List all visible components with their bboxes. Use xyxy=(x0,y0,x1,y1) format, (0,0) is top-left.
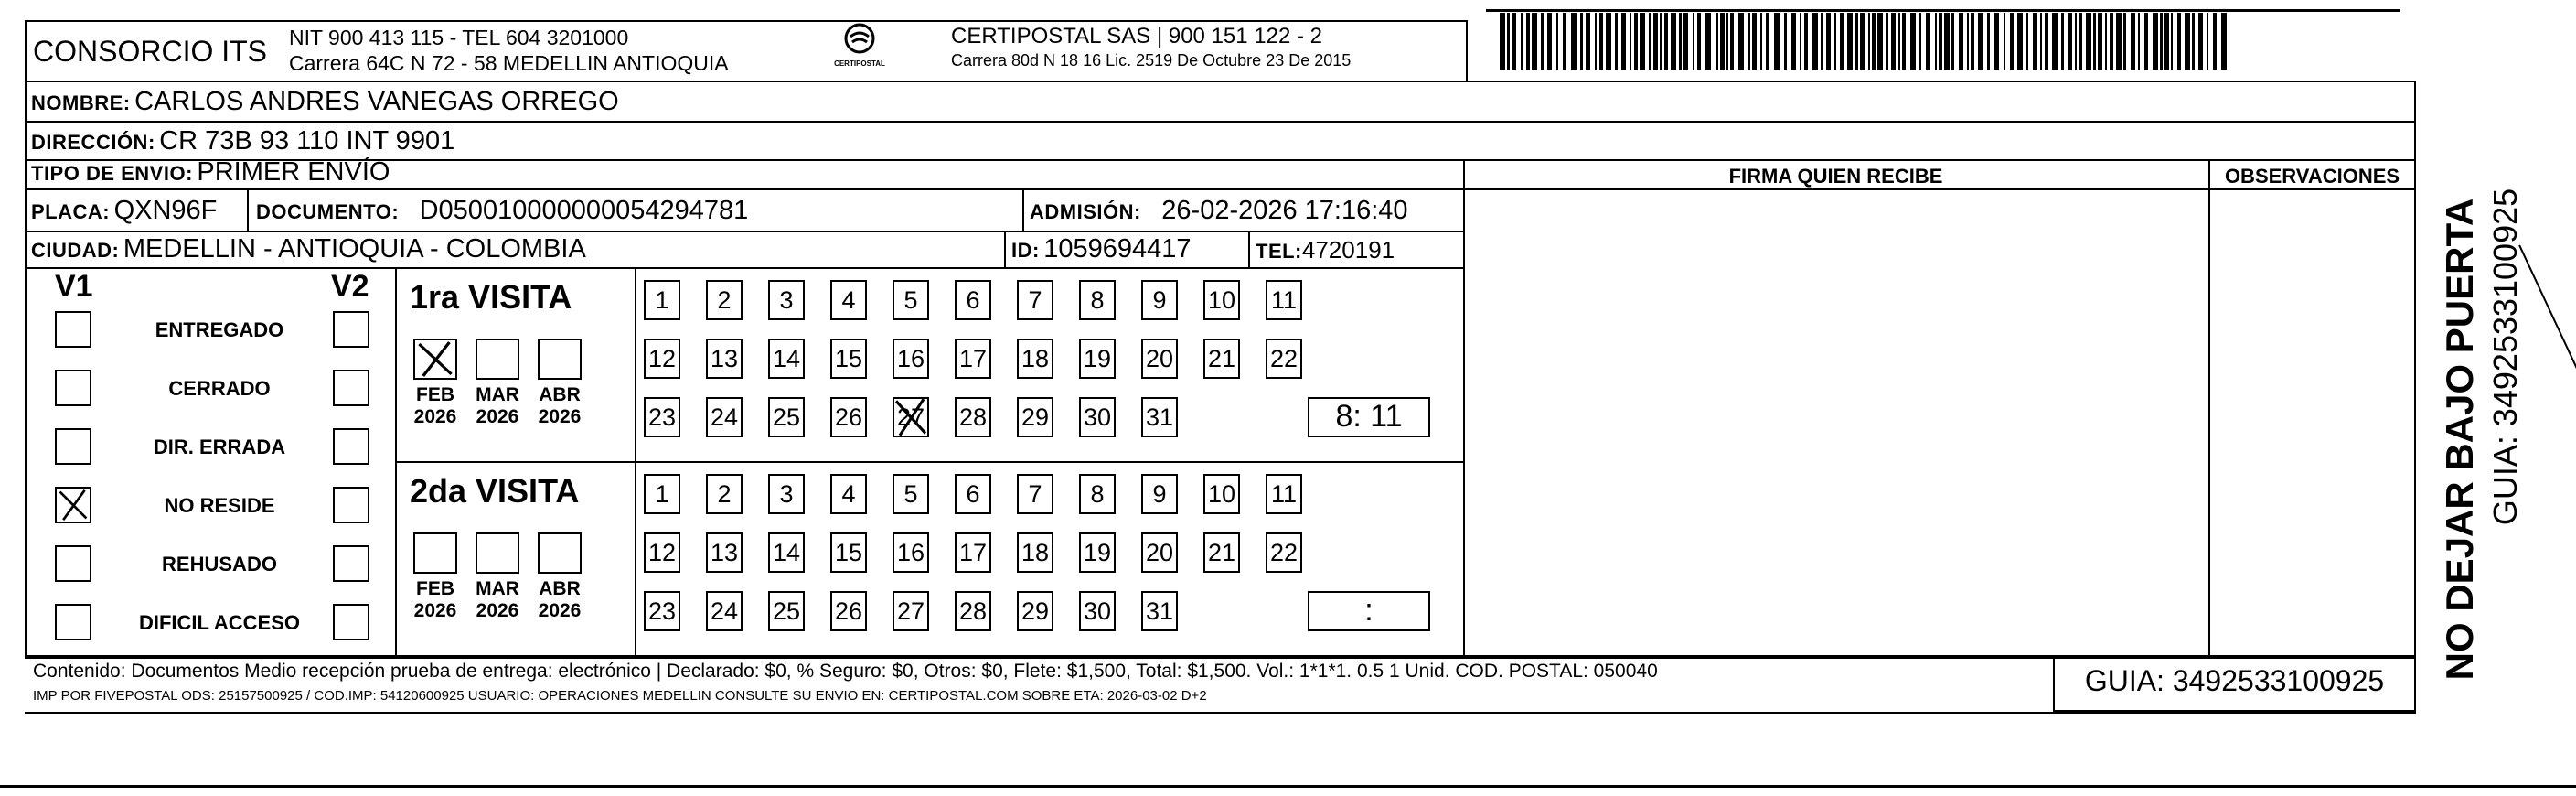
status-v2-checkbox[interactable] xyxy=(333,311,369,348)
barcode-bar xyxy=(1526,13,1530,70)
barcode xyxy=(1500,13,2231,70)
status-v2-checkbox[interactable] xyxy=(333,604,369,640)
month-year: 2026 xyxy=(476,600,519,621)
direccion-label: DIRECCIÓN: xyxy=(31,131,155,154)
status-v2-checkbox[interactable] xyxy=(333,545,369,582)
barcode-bar xyxy=(1834,13,1836,70)
barcode-bar xyxy=(2093,13,2096,70)
barcode-bar xyxy=(1649,13,1651,70)
month-label xyxy=(465,578,529,622)
admision-divider xyxy=(1022,190,1024,232)
barcode-bar xyxy=(1800,13,1801,70)
barcode-bar xyxy=(1877,13,1883,70)
nombre-label: NOMBRE: xyxy=(31,91,131,114)
day-box[interactable]: 23 xyxy=(644,397,680,437)
barcode-bar xyxy=(2079,13,2082,70)
visit-divider-h xyxy=(397,461,1465,463)
id-value: 1059694417 xyxy=(1043,234,1192,264)
barcode-bar xyxy=(1967,13,1969,70)
day-box[interactable]: 17 xyxy=(955,339,991,379)
barcode-bar xyxy=(1599,13,1603,70)
barcode-bar xyxy=(1671,13,1676,70)
barcode-bar xyxy=(1760,13,1762,70)
observaciones-left-border xyxy=(2208,161,2210,659)
barcode-bar xyxy=(1547,13,1552,70)
day-box[interactable]: 7 xyxy=(1017,280,1053,320)
barcode-bar xyxy=(1898,13,1900,70)
visit-title: 2da VISITA xyxy=(410,472,580,510)
tel-field xyxy=(1256,236,1395,264)
day-box[interactable]: 24 xyxy=(706,397,743,437)
day-box[interactable]: 30 xyxy=(1079,397,1116,437)
barcode-bar xyxy=(1752,13,1757,70)
side-guia: GUIA: 3492533100925 xyxy=(2486,188,2524,526)
visit-time-box[interactable]: 8: 11 xyxy=(1308,397,1430,437)
barcode-bar xyxy=(1774,13,1780,70)
day-box[interactable]: 24 xyxy=(706,591,743,631)
month-checkbox[interactable] xyxy=(413,339,457,380)
barcode-bar xyxy=(1705,13,1711,70)
day-box[interactable]: 31 xyxy=(1141,397,1178,437)
barcode-bar xyxy=(1640,13,1645,70)
placa-field xyxy=(31,196,217,226)
barcode-bar xyxy=(1726,13,1728,70)
month-year: 2026 xyxy=(413,600,457,621)
day-box[interactable]: 25 xyxy=(768,591,805,631)
barcode-bar xyxy=(1978,13,1983,70)
day-box[interactable]: 18 xyxy=(1017,532,1053,573)
barcode-bar xyxy=(2213,13,2217,70)
v2-header: V2 xyxy=(331,269,369,304)
day-box[interactable]: 29 xyxy=(1017,397,1053,437)
barcode-bar xyxy=(1716,13,1718,70)
status-v2-checkbox[interactable] xyxy=(333,370,369,406)
day-mark xyxy=(893,397,929,437)
month-label xyxy=(403,384,467,428)
status-v2-checkbox[interactable] xyxy=(333,428,369,465)
tel-value: 4720191 xyxy=(1301,236,1395,264)
barcode-bar xyxy=(2198,13,2203,70)
logo-text: CERTIPOSTAL xyxy=(834,59,885,68)
month-checkbox[interactable] xyxy=(538,532,582,574)
day-box[interactable]: 17 xyxy=(955,532,991,573)
month-year: 2026 xyxy=(476,406,519,427)
day-box[interactable]: 20 xyxy=(1141,532,1178,573)
barcode-bar xyxy=(1994,13,1999,70)
side-warning: NO DEJAR BAJO PUERTA xyxy=(2438,198,2481,681)
status-v1-checkbox[interactable] xyxy=(55,311,91,348)
day-box[interactable]: 21 xyxy=(1203,532,1240,573)
barcode-bar xyxy=(2221,13,2227,70)
cert-address: Carrera 80d N 18 16 Lic. 2519 De Octubre 23 De 2015 xyxy=(951,51,1352,70)
barcode-bar xyxy=(1935,13,1937,70)
barcode-bar xyxy=(2105,13,2107,70)
nombre-value: CARLOS ANDRES VANEGAS ORREGO xyxy=(134,87,619,116)
month-checkbox[interactable] xyxy=(538,339,582,380)
barcode-bar xyxy=(2153,13,2158,70)
ciudad-field xyxy=(31,234,586,264)
barcode-bar xyxy=(1556,13,1558,70)
day-box[interactable]: 25 xyxy=(768,397,805,437)
tipo-label: TIPO DE ENVIO: xyxy=(31,162,193,185)
barcode-bar xyxy=(2061,13,2064,70)
barcode-bar xyxy=(1886,13,1888,70)
barcode-bar xyxy=(1738,13,1744,70)
check-mark-icon xyxy=(893,397,929,437)
certipostal-logo xyxy=(818,22,901,75)
barcode-bar xyxy=(1891,13,1896,70)
barcode-bar xyxy=(1847,13,1853,70)
barcode-bar xyxy=(1630,13,1631,70)
barcode-bar xyxy=(2075,13,2077,70)
day-box[interactable]: 11 xyxy=(1266,280,1302,320)
barcode-bar xyxy=(2086,13,2091,70)
barcode-bar xyxy=(2004,13,2005,70)
tel-label: TEL: xyxy=(1256,240,1302,263)
cert-name: CERTIPOSTAL SAS | 900 151 122 - 2 xyxy=(951,24,1322,48)
day-box[interactable]: 4 xyxy=(830,474,867,514)
id-label: ID: xyxy=(1011,239,1040,262)
day-box[interactable]: 27 xyxy=(893,591,929,631)
month-label xyxy=(528,578,592,622)
month-year: 2026 xyxy=(538,406,582,427)
visit-time-box[interactable]: : xyxy=(1308,591,1430,631)
barcode-bar xyxy=(1580,13,1583,70)
day-box[interactable]: 20 xyxy=(1141,339,1178,379)
tel-divider xyxy=(1248,232,1250,269)
barcode-bar xyxy=(1791,13,1796,70)
logo-emblem-icon xyxy=(841,22,878,55)
barcode-bar xyxy=(1730,13,1734,70)
day-box[interactable]: 16 xyxy=(893,339,929,379)
footer-frame-bottom xyxy=(25,712,2416,714)
barcode-bar xyxy=(1919,13,1921,70)
day-box[interactable]: 31 xyxy=(1141,591,1178,631)
side-edge-line xyxy=(2518,245,2576,387)
firma-signature-area[interactable] xyxy=(1466,192,2207,657)
barcode-bar xyxy=(2110,13,2113,70)
tipo-value: PRIMER ENVÍO xyxy=(197,157,390,187)
day-box[interactable]: 3 xyxy=(768,280,805,320)
barcode-bar xyxy=(1971,13,1974,70)
footer-guia: GUIA: 3492533100925 xyxy=(2084,664,2385,697)
barcode-bar xyxy=(1660,13,1662,70)
visit-title: 1ra VISITA xyxy=(410,278,572,316)
day-box[interactable]: 28 xyxy=(955,397,991,437)
company-nit: NIT 900 413 115 - TEL 604 3201000 xyxy=(289,26,629,49)
day-box[interactable]: 6 xyxy=(955,280,991,320)
barcode-bar xyxy=(2164,13,2169,70)
admision-value: 26-02-2026 17:16:40 xyxy=(1161,196,1408,225)
month-year: 2026 xyxy=(413,406,457,427)
barcode-bar xyxy=(1507,13,1510,70)
day-box[interactable]: 8 xyxy=(1079,474,1116,514)
barcode-bar xyxy=(1821,13,1823,70)
month-name: FEB xyxy=(416,384,454,405)
v1-header: V1 xyxy=(55,269,93,304)
top-rule xyxy=(1486,9,2400,12)
day-box[interactable]: 10 xyxy=(1203,280,1240,320)
barcode-bar xyxy=(2052,13,2058,70)
month-label xyxy=(465,384,529,428)
barcode-bar xyxy=(2171,13,2173,70)
barcode-bar xyxy=(2026,13,2028,70)
placa-value: QXN96F xyxy=(113,196,218,225)
status-option-label: ENTREGADO xyxy=(155,318,284,341)
barcode-bar xyxy=(1679,13,1682,70)
day-box[interactable]: 28 xyxy=(955,591,991,631)
day-box[interactable]: 9 xyxy=(1141,280,1178,320)
day-box[interactable]: 1 xyxy=(644,474,680,514)
day-box[interactable]: 2 xyxy=(706,280,743,320)
day-box[interactable]: 30 xyxy=(1079,591,1116,631)
admision-field xyxy=(1030,196,1408,226)
barcode-bar xyxy=(1541,13,1544,70)
barcode-bar xyxy=(1987,13,1990,70)
day-box[interactable]: 5 xyxy=(893,474,929,514)
day-box[interactable]: 27 xyxy=(893,397,929,437)
day-box[interactable]: 9 xyxy=(1141,474,1178,514)
check-mark-icon xyxy=(57,489,90,522)
barcode-bar xyxy=(2045,13,2048,70)
barcode-bar xyxy=(1571,13,1577,70)
barcode-bar xyxy=(1621,13,1626,70)
day-box[interactable]: 19 xyxy=(1079,532,1116,573)
barcode-bar xyxy=(1720,13,1725,70)
status-option-label: NO RESIDE xyxy=(164,494,275,517)
barcode-bar xyxy=(1951,13,1954,70)
barcode-bar xyxy=(2017,13,2023,70)
day-box[interactable]: 4 xyxy=(830,280,867,320)
month-name: MAR xyxy=(476,578,519,599)
day-box[interactable]: 5 xyxy=(893,280,929,320)
nombre-field xyxy=(31,87,619,117)
barcode-bar xyxy=(1697,13,1701,70)
status-v1-checkbox[interactable] xyxy=(55,487,91,523)
day-box[interactable]: 16 xyxy=(893,532,929,573)
barcode-bar xyxy=(1595,13,1597,70)
barcode-bar xyxy=(1855,13,1858,70)
barcode-bar xyxy=(1748,13,1750,70)
day-box[interactable]: 13 xyxy=(706,339,743,379)
barcode-bar xyxy=(1683,13,1688,70)
barcode-bar xyxy=(1500,13,1505,70)
barcode-bar xyxy=(2116,13,2122,70)
month-label xyxy=(528,384,592,428)
barcode-bar xyxy=(2033,13,2037,70)
status-option-label: DIFICIL ACCESO xyxy=(138,611,300,634)
barcode-bar xyxy=(1840,13,1844,70)
barcode-bar xyxy=(1910,13,1916,70)
month-name: MAR xyxy=(476,384,519,405)
day-box[interactable]: 26 xyxy=(830,591,867,631)
barcode-bar xyxy=(1902,13,1906,70)
id-divider xyxy=(1004,232,1006,269)
footer-line2: IMP POR FIVEPOSTAL ODS: 25157500925 / COD.IMP: 54120600925 USUARIO: OPERACIONES MEDELLIN CONSULTE SU ENVIO EN: CERTIPOSTAL.COM SOBRE ETA: 2026-03-02 D+2 xyxy=(33,688,1207,704)
barcode-bar xyxy=(1693,13,1694,70)
day-box[interactable]: 26 xyxy=(830,397,867,437)
observaciones-header: OBSERVACIONES xyxy=(2224,165,2400,188)
month-year: 2026 xyxy=(538,600,582,621)
direccion-field xyxy=(31,126,454,156)
status-v1-checkbox[interactable] xyxy=(55,428,91,465)
barcode-bar xyxy=(2144,13,2148,70)
barcode-bar xyxy=(2192,13,2195,70)
admision-label: ADMISIÓN: xyxy=(1030,200,1141,223)
month-label xyxy=(403,578,467,622)
barcode-bar xyxy=(1939,13,1942,70)
barcode-bar xyxy=(1653,13,1658,70)
barcode-bar xyxy=(2010,13,2014,70)
firma-header: FIRMA QUIEN RECIBE xyxy=(1728,165,1943,188)
month-name: FEB xyxy=(416,578,454,599)
status-option-label: REHUSADO xyxy=(162,553,277,575)
day-box[interactable]: 3 xyxy=(768,474,805,514)
barcode-bar xyxy=(1586,13,1590,70)
barcode-bar xyxy=(1959,13,1963,70)
status-v1-checkbox[interactable] xyxy=(55,604,91,640)
day-box[interactable]: 14 xyxy=(768,532,805,573)
barcode-bar xyxy=(1766,13,1769,70)
day-box[interactable]: 18 xyxy=(1017,339,1053,379)
barcode-bar xyxy=(1926,13,1930,70)
day-box[interactable]: 2 xyxy=(706,474,743,514)
barcode-bar xyxy=(2160,13,2163,70)
barcode-bar xyxy=(2098,13,2102,70)
direccion-value: CR 73B 93 110 INT 9901 xyxy=(159,126,455,156)
company-address: Carrera 64C N 72 - 58 MEDELLIN ANTIOQUIA xyxy=(289,51,729,75)
tipo-field xyxy=(31,157,390,188)
day-box[interactable]: 23 xyxy=(644,591,680,631)
page-bottom-rule xyxy=(0,785,2576,788)
barcode-bar xyxy=(1563,13,1566,70)
day-box[interactable]: 22 xyxy=(1266,532,1302,573)
day-box[interactable]: 6 xyxy=(955,474,991,514)
placa-label: PLACA: xyxy=(31,200,111,223)
barcode-bar xyxy=(1532,13,1537,70)
month-checkbox[interactable] xyxy=(476,339,519,380)
barcode-bar xyxy=(1634,13,1638,70)
footer-line1: Contenido: Documentos Medio recepción prueba de entrega: electrónico | Declarado: $0, % Seguro: $0, Otros: $0, Flete: $1,500, Total: $1,500. Vol.: 1*1*1. 0.5 1 Unid. COD. POSTAL: 050040 xyxy=(33,661,1658,682)
barcode-bar xyxy=(1615,13,1618,70)
barcode-bar xyxy=(1512,13,1516,70)
barcode-bar xyxy=(1868,13,1870,70)
day-box[interactable]: 1 xyxy=(644,280,680,320)
day-box[interactable]: 7 xyxy=(1017,474,1053,514)
month-name: ABR xyxy=(539,384,581,405)
day-box[interactable]: 13 xyxy=(706,532,743,573)
documento-field xyxy=(256,196,748,226)
day-box[interactable]: 11 xyxy=(1266,474,1302,514)
barcode-bar xyxy=(2123,13,2126,70)
day-box[interactable]: 15 xyxy=(830,532,867,573)
company-name: CONSORCIO ITS xyxy=(33,35,268,68)
day-box[interactable]: 10 xyxy=(1203,474,1240,514)
barcode-bar xyxy=(2185,13,2190,70)
barcode-bar xyxy=(2138,13,2140,70)
day-box[interactable]: 8 xyxy=(1079,280,1116,320)
day-box[interactable]: 29 xyxy=(1017,591,1053,631)
barcode-bar xyxy=(2068,13,2072,70)
barcode-bar xyxy=(1606,13,1611,70)
barcode-bar xyxy=(1812,13,1818,70)
month-name: ABR xyxy=(539,578,581,599)
observaciones-area[interactable] xyxy=(2211,192,2414,657)
barcode-bar xyxy=(2207,13,2208,70)
check-mark-icon xyxy=(415,340,455,378)
ciudad-label: CIUDAD: xyxy=(31,239,120,262)
barcode-bar xyxy=(1872,13,1876,70)
barcode-bar xyxy=(2040,13,2042,70)
day-box[interactable]: 19 xyxy=(1079,339,1116,379)
documento-value: D050010000000054294781 xyxy=(419,196,749,225)
barcode-bar xyxy=(1784,13,1787,70)
barcode-bar xyxy=(1664,13,1668,70)
barcode-bar xyxy=(1804,13,1808,70)
status-v1-checkbox[interactable] xyxy=(55,370,91,406)
day-box[interactable]: 12 xyxy=(644,339,680,379)
ciudad-value: MEDELLIN - ANTIOQUIA - COLOMBIA xyxy=(123,234,586,264)
barcode-bar xyxy=(1944,13,1950,70)
barcode-bar xyxy=(1860,13,1865,70)
barcode-bar xyxy=(2131,13,2135,70)
status-option-label: CERRADO xyxy=(168,377,271,400)
documento-label: DOCUMENTO: xyxy=(256,200,400,223)
barcode-bar xyxy=(1826,13,1831,70)
barcode-bar xyxy=(2177,13,2181,70)
day-box[interactable]: 22 xyxy=(1266,339,1302,379)
barcode-bar xyxy=(1521,13,1523,70)
day-box[interactable]: 21 xyxy=(1203,339,1240,379)
day-box[interactable]: 14 xyxy=(768,339,805,379)
status-v2-checkbox[interactable] xyxy=(333,487,369,523)
month-checkbox[interactable] xyxy=(476,532,519,574)
id-field xyxy=(1011,234,1192,264)
status-v1-checkbox[interactable] xyxy=(55,545,91,582)
month-checkbox[interactable] xyxy=(413,532,457,574)
status-option-label: DIR. ERRADA xyxy=(153,436,286,458)
placa-divider xyxy=(247,190,249,232)
day-box[interactable]: 15 xyxy=(830,339,867,379)
day-box[interactable]: 12 xyxy=(644,532,680,573)
